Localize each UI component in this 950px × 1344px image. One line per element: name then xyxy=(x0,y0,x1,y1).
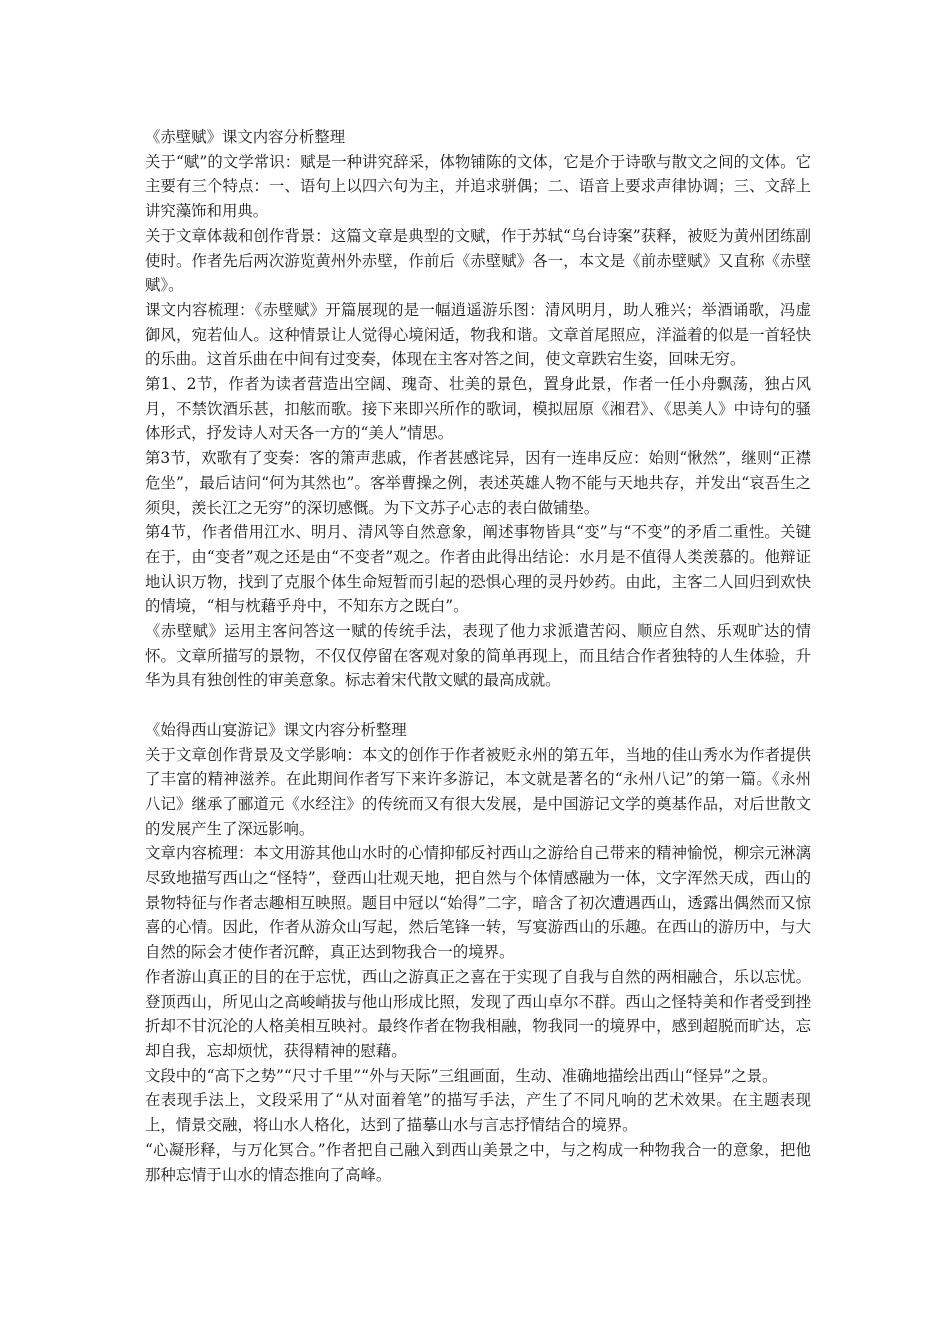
section-2-paragraph: 作者游山真正的目的在于忘忧，西山之游真正之喜在于实现了自我与自然的两相融合，乐以忘忧。登顶西山，所见山之高峻峭拔与他山形成比照，发现了西山卓尔不群。西山之怪特美和作者受到挫折却不甘沉沦的人格美相互映衬。最终作者在物我相融，物我同一的境界中，感到超脱而旷达，忘却自我，忘却烦忧，获得精神的慰藉。 xyxy=(145,967,811,1060)
section-1-paragraph: 《赤壁赋》运用主客问答这一赋的传统手法，表现了他力求派遣苦闷、顺应自然、乐观旷达的情怀。文章所描写的景物，不仅仅停留在客观对象的简单再现上，而且结合作者独特的人生体验，升华为具有独创性的审美意象。标志着宋代散文赋的最高成就。 xyxy=(145,622,811,690)
section-1-paragraph: 第3节，欢歌有了变奏：客的箫声悲戚，作者甚感诧异，因有一连串反应：始则“愀然”，继则“正襟危坐”，最后诘问“何为其然也”。客举曹操之例，表述英雄人物不能与天地共存，并发出“哀吾生之须臾，羡长江之无穷”的深切感慨。为下文苏子心志的表白做铺垫。 xyxy=(145,449,811,517)
section-1-title: 《赤壁赋》课文内容分析整理 xyxy=(145,128,346,146)
section-2-paragraph: 在表现手法上，文段采用了“从对面着笔”的描写手法，产生了不同凡响的艺术效果。在主题表现上，情景交融，将山水人格化，达到了描摹山水与言志抒情结合的境界。 xyxy=(145,1091,811,1135)
section-2-paragraph: 文段中的“高下之势”“尺寸千里”“外与天际”三组画面，生动、准确地描绘出西山“怪异”之景。 xyxy=(145,1066,778,1085)
section-2-paragraph: 关于文章创作背景及文学影响：本文的创作于作者被贬永州的第五年，当地的佳山秀水为作者提供了丰富的精神滋养。在此期间作者写下来许多游记，本文就是著名的“永州八记”的第一篇。《永州八记》继承了郦道元《水经注》的传统而又有很大发展，是中国游记文学的奠基作品，对后世散文的发展产生了深远影响。 xyxy=(145,745,811,838)
document-page xyxy=(145,125,811,1187)
section-1-paragraph: 第4节，作者借用江水、明月、清风等自然意象，阐述事物皆具“变”与“不变”的矛盾二重性。关键在于，由“变者”观之还是由“不变者”观之。作者由此得出结论：水月是不值得人类羡慕的。他辩证地认识万物，找到了克服个体生命短暂而引起的恐惧心理的灵丹妙药。由此，主客二人回归到欢快的情境，“相与枕藉乎舟中，不知东方之既白”。 xyxy=(145,523,811,616)
section-1-paragraph: 关于“赋”的文学常识：赋是一种讲究辞采，体物铺陈的文体，它是介于诗歌与散文之间的文体。它主要有三个特点：一、语句上以四六句为主，并追求骈偶；二、语音上要求声律协调；三、文辞上讲究藻饰和用典。 xyxy=(145,152,811,221)
section-1-paragraph: 关于文章体裁和创作背景：这篇文章是典型的文赋，作于苏轼“乌台诗案”获释，被贬为黄州团练副使时。作者先后两次游览黄州外赤壁，作前后《赤壁赋》各一，本文是《前赤壁赋》又直称《赤壁赋》。 xyxy=(145,226,811,295)
section-1-paragraph: 第1、2节，作者为读者营造出空阔、瑰奇、壮美的景色，置身此景，作者一任小舟飘荡，独占风月，不禁饮酒乐甚，扣舷而歌。接下来即兴所作的歌词，模拟屈原《湘君》、《思美人》中诗句的骚体形式，抒发诗人对天各一方的“美人”情思。 xyxy=(145,375,811,443)
section-divider xyxy=(145,693,811,718)
section-1-paragraph: 课文内容梳理：《赤壁赋》开篇展现的是一幅逍遥游乐图：清风明月，助人雅兴；举酒诵歌，冯虚御风，宛若仙人。这种情景让人觉得心境闲适，物我和谐。文章首尾照应，洋溢着的似是一首轻快的乐曲。这首乐曲在中间有过变奏，体现在主客对答之间，使文章跌宕生姿，回味无穷。 xyxy=(145,300,811,369)
section-2-paragraph: “心凝形释，与万化冥合。”作者把自己融入到西山美景之中，与之构成一种物我合一的意象，把他那种忘情于山水的情态推向了高峰。 xyxy=(145,1140,811,1184)
section-2-paragraph: 文章内容梳理：本文用游其他山水时的心情抑郁反衬西山之游给自己带来的精神愉悦，柳宗元淋漓尽致地描写西山之“怪特”，登西山壮观天地，把自然与个体情感融为一体，文字浑然天成，西山的景物特征与作者志趣相互映照。题目中冠以“始得”二字，暗含了初次遭遇西山，透露出偶然而又惊喜的心情。因此，作者从游众山写起，然后笔锋一转，写宴游西山的乐趣。在西山的游历中，与大自然的际会才使作者沉醉，真正达到物我合一的境界。 xyxy=(145,844,811,962)
section-2-title: 《始得西山宴游记》课文内容分析整理 xyxy=(145,720,407,739)
